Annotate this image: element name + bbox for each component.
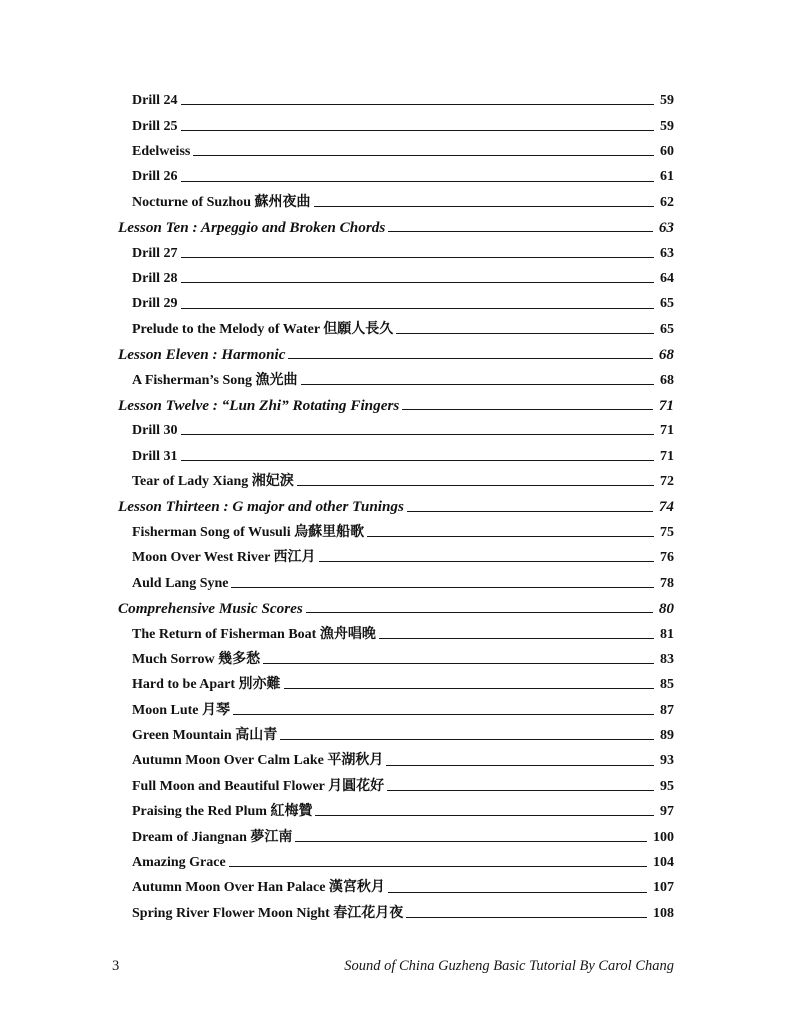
toc-leader-line [231,587,654,588]
toc-entry [118,338,674,363]
toc-leader-line [229,866,647,867]
toc-entry [118,490,674,515]
footer-book-title: Sound of China Guzheng Basic Tutorial By Carol Chang [344,958,674,974]
toc-entry [118,846,674,871]
toc-entry-page-number: 71 [660,448,674,464]
toc-entry-page-number: 71 [658,396,674,414]
page-footer [112,958,674,975]
toc-entry-page-number: 75 [660,524,674,540]
toc-entry-title: The Return of Fisherman Boat 漁舟唱晚 [132,626,376,642]
toc-entry-page-number: 107 [653,880,674,896]
toc-entry-title: Lesson Thirteen : G major and other Tunings [118,498,404,516]
toc-entry-title: Much Sorrow 幾多愁 [132,651,261,667]
toc-entry-title: A Fisherman’s Song 漁光曲 [132,372,298,388]
toc-entry-title: Lesson Twelve : “Lun Zhi” Rotating Fingers [118,396,400,414]
toc-leader-line [319,561,654,562]
toc-entry-title: Moon Lute 月琴 [132,702,230,718]
toc-leader-line [407,511,653,512]
toc-entry [118,186,674,211]
toc-entry [118,592,674,617]
toc-entry [118,693,674,718]
toc-entry-title: Drill 29 [132,296,178,312]
toc-leader-line [402,409,653,410]
toc-entry [118,795,674,820]
toc-entry [118,363,674,388]
toc-entry-page-number: 80 [658,599,674,617]
toc-entry-page-number: 97 [660,804,674,820]
toc-leader-line [233,714,654,715]
toc-leader-line [314,206,654,207]
toc-entry-page-number: 63 [660,245,674,261]
toc-entry-title: Praising the Red Plum 紅梅贊 [132,804,313,820]
toc-entry-title: Drill 24 [132,93,178,109]
toc-leader-line [284,688,654,689]
toc-leader-line [181,130,655,131]
toc-entry-title: Lesson Eleven : Harmonic [118,345,286,363]
toc-leader-line [181,460,655,461]
toc-entry-title: Fisherman Song of Wusuli 烏蘇里船歌 [132,524,365,540]
toc-entry [118,668,674,693]
toc-entry-page-number: 74 [658,498,674,516]
toc-entry [118,744,674,769]
toc-entry [118,160,674,185]
toc-leader-line [379,638,654,639]
toc-entry-title: Prelude to the Melody of Water 但願人長久 [132,321,394,337]
toc-entry [118,820,674,845]
toc-entry-page-number: 93 [660,753,674,769]
toc-entry-page-number: 87 [660,702,674,718]
toc-entry-page-number: 100 [653,829,674,845]
toc-leader-line [181,308,655,309]
toc-entry [118,516,674,541]
toc-entry-title: Dream of Jiangnan 夢江南 [132,829,293,845]
toc-entry-page-number: 59 [660,118,674,134]
toc-leader-line [367,536,654,537]
toc-entry-page-number: 65 [660,296,674,312]
toc-leader-line [181,104,655,105]
toc-entry-page-number: 85 [660,677,674,693]
toc-leader-line [193,155,654,156]
toc-entry-page-number: 104 [653,855,674,871]
toc-leader-line [181,434,655,435]
toc-entry [118,465,674,490]
toc-leader-line [280,739,654,740]
toc-leader-line [301,384,654,385]
toc-entry [118,135,674,160]
toc-entry [118,84,674,109]
toc-entry [118,770,674,795]
toc-leader-line [396,333,654,334]
toc-entry-title: Nocturne of Suzhou 蘇州夜曲 [132,194,311,210]
toc-entry-title: Amazing Grace [132,855,226,871]
toc-leader-line [406,917,647,918]
toc-entry-title: Edelweiss [132,144,191,160]
toc-entry-title: Hard to be Apart 別亦難 [132,677,281,693]
toc-entry-title: Full Moon and Beautiful Flower 月圓花好 [132,778,385,794]
toc-leader-line [181,181,655,182]
toc-entry-title: Drill 31 [132,448,178,464]
toc-entry-title: Tear of Lady Xiang 湘妃淚 [132,474,294,490]
toc-entry-page-number: 64 [660,271,674,287]
toc-entry-page-number: 78 [660,575,674,591]
toc-entry [118,643,674,668]
toc-leader-line [315,815,654,816]
toc-entry-title: Drill 25 [132,118,178,134]
toc-entry-page-number: 68 [660,372,674,388]
toc-entry-page-number: 89 [660,728,674,744]
toc-leader-line [295,841,647,842]
toc-entry-title: Drill 28 [132,271,178,287]
toc-entry-title: Moon Over West River 西江月 [132,550,316,566]
toc-leader-line [386,765,654,766]
toc-entry [118,566,674,591]
toc-entry [118,236,674,261]
toc-entry-title: Drill 30 [132,423,178,439]
toc-entry [118,617,674,642]
toc-entry-title: Comprehensive Music Scores [118,599,303,617]
toc-entry-page-number: 62 [660,194,674,210]
toc-entry-page-number: 76 [660,550,674,566]
toc-entry-title: Auld Lang Syne [132,575,229,591]
toc-entry-page-number: 83 [660,651,674,667]
footer-page-number: 3 [112,958,120,974]
toc-entry-page-number: 95 [660,778,674,794]
toc-leader-line [288,358,652,359]
toc-entry-page-number: 60 [660,144,674,160]
toc-entry [118,389,674,414]
toc-entry [118,897,674,922]
toc-leader-line [388,231,653,232]
toc-entry-page-number: 81 [660,626,674,642]
toc-entry-page-number: 59 [660,93,674,109]
toc-entry-page-number: 72 [660,474,674,490]
toc-entry-title: Spring River Flower Moon Night 春江花月夜 [132,905,404,921]
toc-entry [118,313,674,338]
toc-entry [118,109,674,134]
toc-entry-title: Lesson Ten : Arpeggio and Broken Chords [118,218,386,236]
toc-entry [118,414,674,439]
toc-entry-page-number: 65 [660,321,674,337]
toc-entry-page-number: 68 [658,345,674,363]
toc-leader-line [181,282,655,283]
toc-entry-title: Drill 26 [132,169,178,185]
toc-entry-page-number: 108 [653,905,674,921]
toc-entry-page-number: 71 [660,423,674,439]
toc-leader-line [181,257,655,258]
toc-leader-line [388,892,647,893]
toc-entry-title: Green Mountain 高山青 [132,728,278,744]
toc-entry-title: Autumn Moon Over Han Palace 漢宮秋月 [132,880,385,896]
toc-entry [118,719,674,744]
toc-entry [118,262,674,287]
toc-leader-line [387,790,654,791]
toc-leader-line [297,485,654,486]
toc-entry [118,541,674,566]
toc-entry [118,287,674,312]
toc-entry-page-number: 63 [658,218,674,236]
toc-entry [118,871,674,896]
table-of-contents [118,84,674,922]
toc-entry [118,211,674,236]
toc-entry-page-number: 61 [660,169,674,185]
toc-entry-title: Drill 27 [132,245,178,261]
toc-leader-line [306,612,653,613]
toc-leader-line [263,663,654,664]
toc-entry [118,439,674,464]
toc-entry-title: Autumn Moon Over Calm Lake 平湖秋月 [132,753,384,769]
